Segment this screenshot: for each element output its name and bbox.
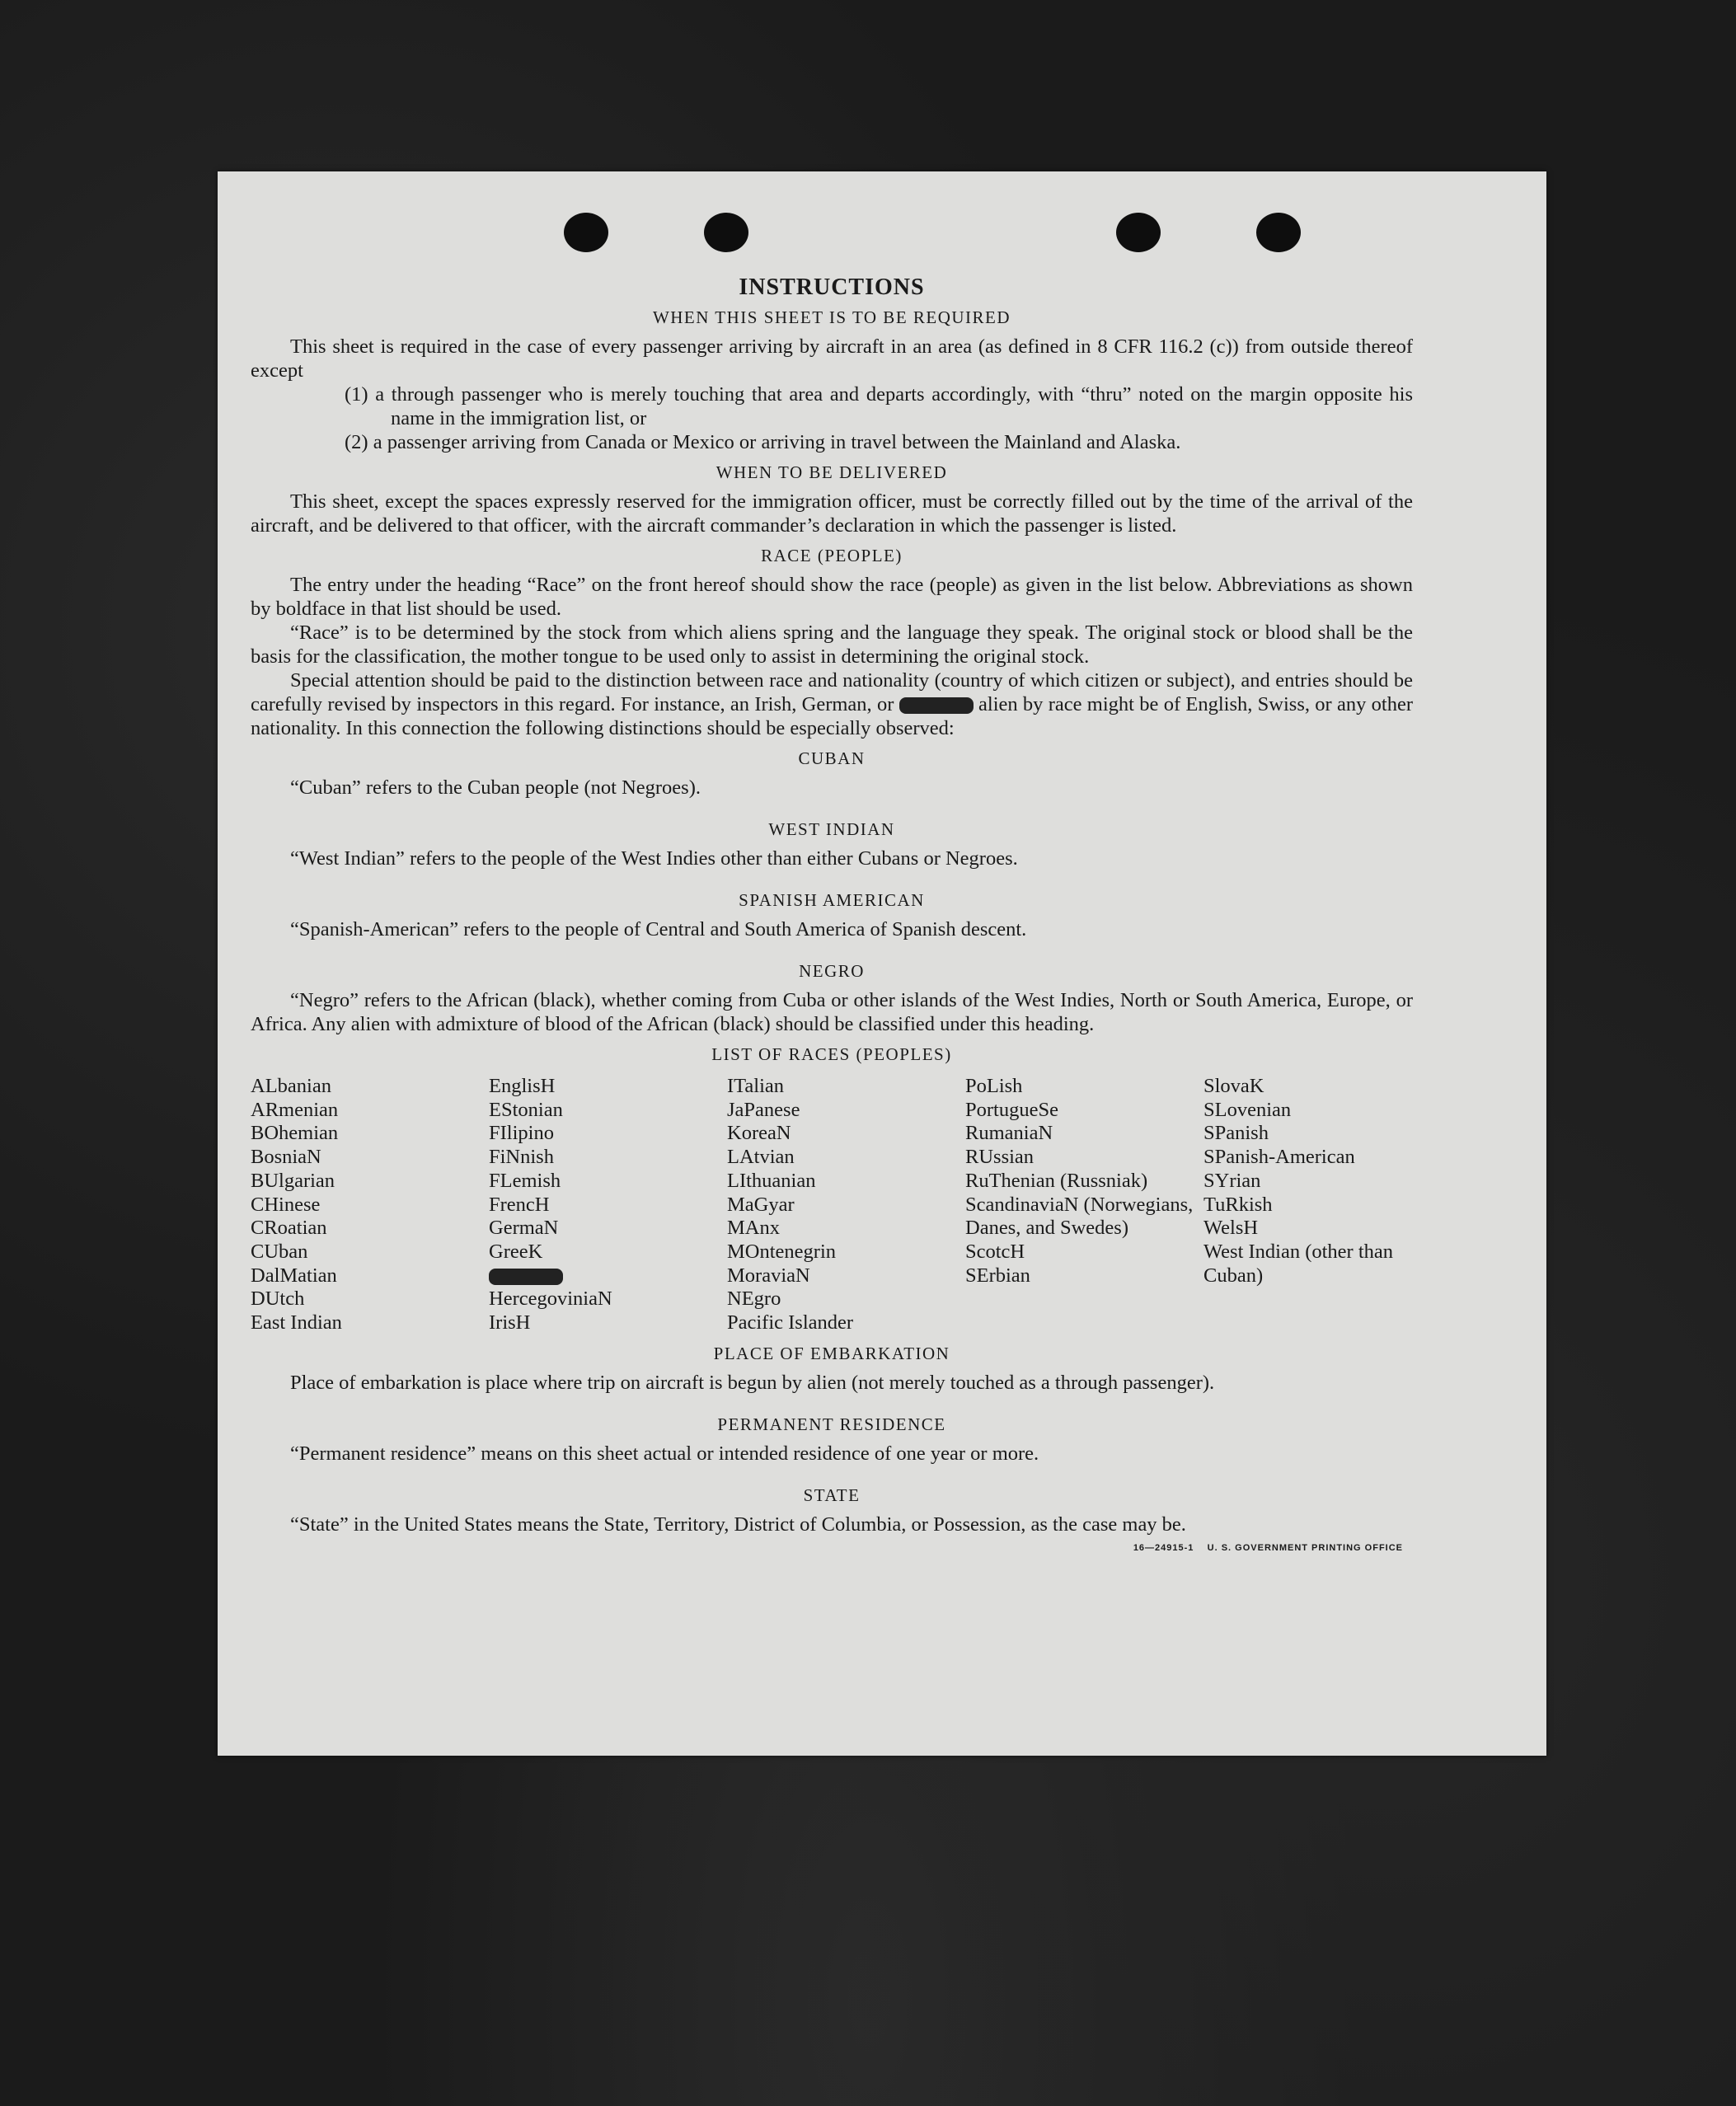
race-item: GermaN [489,1217,559,1240]
race-item: PoLish [965,1075,1023,1097]
race-item: EnglisH [489,1075,556,1097]
punch-hole [1256,213,1301,252]
race-item: NEgro [727,1288,781,1311]
page-title: INSTRUCTIONS [739,274,925,300]
race-item: East Indian [251,1311,342,1334]
race-item: JaPanese [727,1098,800,1121]
race-item: ARmenian [251,1098,339,1121]
race-paragraph-3-start: Special attention should be paid to the distinction between race and nationality (country of which citizen or subject), and entries should be carefully revised by inspectors in this regard. For instance, an Irish, German, or [251,669,1413,715]
race-column-4 [965,1075,1203,1335]
race-item: SYrian [1203,1169,1261,1192]
section-heading-west-indian: WEST INDIAN [768,819,895,839]
punch-hole [704,213,748,252]
section-heading-state: STATE [803,1485,861,1505]
form-code: 16—24915-1 [1133,1542,1194,1553]
race-item: LIthuanian [727,1169,816,1192]
race-item: ScandinaviaN (Norwegians, Danes, and Swedes) [965,1193,1194,1240]
race-item: SErbian [965,1264,1030,1287]
race-item: KoreaN [727,1122,791,1145]
printer-imprint [1133,1536,1403,1560]
race-item: FrencH [489,1193,550,1216]
race-item: CHinese [251,1193,321,1216]
race-item: TuRkish [1203,1193,1273,1216]
race-paragraph-1: The entry under the heading “Race” on the front hereof should show the race (people) as given in the list below. Abbreviations as shown by boldface in that list should be used. [251,574,1413,620]
instructions-content [251,275,1413,1560]
race-item: FLemish [489,1169,561,1192]
race-column-1 [251,1075,489,1335]
race-item: LAtvian [727,1146,795,1169]
race-item: ScotcH [965,1240,1025,1263]
race-list [251,1075,1413,1335]
section-heading-race: RACE (PEOPLE) [761,546,903,565]
race-paragraph-3-end: alien by race might be of English, Swiss, or any other nationality. In this connection the following distinctions should be especially observed: [251,693,1414,739]
printer-name: U. S. GOVERNMENT PRINTING OFFICE [1207,1542,1403,1553]
race-item: BosniaN [251,1146,321,1169]
race-item: Pacific Islander [727,1311,854,1334]
state-paragraph: “State” in the United States means the State, Territory, District of Columbia, or Possession, as the case may be. [290,1513,1186,1536]
section-heading-delivered: WHEN TO BE DELIVERED [716,462,948,482]
redacted-word [489,1269,563,1285]
race-item: FIlipino [489,1122,554,1145]
race-item: MAnx [727,1217,780,1240]
race-item: ITalian [727,1075,785,1097]
redacted-word [899,697,974,714]
section-heading-spanish-american: SPANISH AMERICAN [739,890,925,910]
race-item: PortugueSe [965,1098,1058,1121]
race-item: BOhemian [251,1122,339,1145]
race-item: SlovaK [1203,1075,1264,1097]
race-paragraph-2: “Race” is to be determined by the stock from which aliens spring and the language they speak. The original stock or blood shall be the basis for the classification, the mother tongue to be used only to assist in determining the original stock. [251,621,1413,668]
race-item: MOntenegrin [727,1240,836,1263]
race-item: FiNnish [489,1146,554,1169]
race-item: WelsH [1203,1217,1259,1240]
spanish-american-paragraph: “Spanish-American” refers to the people of Central and South America of Spanish descent. [290,918,1027,940]
section-heading-list-of-races: LIST OF RACES (PEOPLES) [711,1044,952,1064]
punch-hole [1116,213,1161,252]
required-paragraph: This sheet is required in the case of every passenger arriving by aircraft in an area (as defined in 8 CFR 116.2 (c)) from outside thereof except [251,335,1413,382]
section-heading-embarkation: PLACE OF EMBARKATION [713,1343,950,1363]
race-item: DUtch [251,1288,305,1311]
embarkation-paragraph: Place of embarkation is place where trip on aircraft is begun by alien (not merely touched as a through passenger). [290,1371,1215,1394]
race-item: EStonian [489,1098,563,1121]
footer [251,1536,1413,1560]
race-item: RumaniaN [965,1122,1053,1145]
race-item: ALbanian [251,1075,331,1097]
race-item: IrisH [489,1311,531,1334]
race-item: SPanish [1203,1122,1269,1145]
race-item: SLovenian [1203,1098,1292,1121]
section-heading-negro: NEGRO [799,961,865,981]
race-column-2 [489,1075,727,1335]
race-item: West Indian (other than Cuban) [1203,1240,1394,1287]
race-item: RuThenian (Russniak) [965,1169,1148,1192]
race-item: RUssian [965,1146,1035,1169]
required-item-2: (2) a passenger arriving from Canada or Mexico or arriving in travel between the Mainland and Alaska. [345,431,1181,453]
section-heading-cuban: CUBAN [798,748,866,768]
race-item: GreeK [489,1240,543,1263]
race-column-5 [1203,1075,1413,1335]
document-page [218,171,1546,1756]
section-heading-required: WHEN THIS SHEET IS TO BE REQUIRED [652,307,1011,327]
required-item-1: (1) a through passenger who is merely touching that area and departs accordingly, with “thru” noted on the margin opposite his name in the immigration list, or [345,383,1413,429]
west-indian-paragraph: “West Indian” refers to the people of the West Indies other than either Cubans or Negroes. [290,847,1018,870]
race-item: HercegoviniaN [489,1288,612,1311]
race-item: DalMatian [251,1264,337,1287]
negro-paragraph: “Negro” refers to the African (black), whether coming from Cuba or other islands of the West Indies, North or South America, Europe, or Africa. Any alien with admixture of blood of the African (black) should be classified under this heading. [251,989,1413,1035]
delivered-paragraph: This sheet, except the spaces expressly reserved for the immigration officer, must be correctly filled out by the time of the arrival of the aircraft, and be delivered to that officer, with the aircraft commander’s declaration in which the passenger is listed. [251,490,1413,537]
race-item: BUlgarian [251,1169,335,1192]
race-item-redacted [489,1264,727,1288]
race-paragraph-3 [251,668,1413,740]
race-item: MoraviaN [727,1264,810,1287]
cuban-paragraph: “Cuban” refers to the Cuban people (not Negroes). [290,776,701,799]
residence-paragraph: “Permanent residence” means on this sheet actual or intended residence of one year or more. [290,1442,1039,1465]
race-item: SPanish-American [1203,1146,1355,1169]
race-item: CRoatian [251,1217,327,1240]
race-item: MaGyar [727,1193,795,1216]
race-column-3 [727,1075,965,1335]
punch-hole [564,213,608,252]
race-item: CUban [251,1240,308,1263]
section-heading-residence: PERMANENT RESIDENCE [717,1414,946,1434]
